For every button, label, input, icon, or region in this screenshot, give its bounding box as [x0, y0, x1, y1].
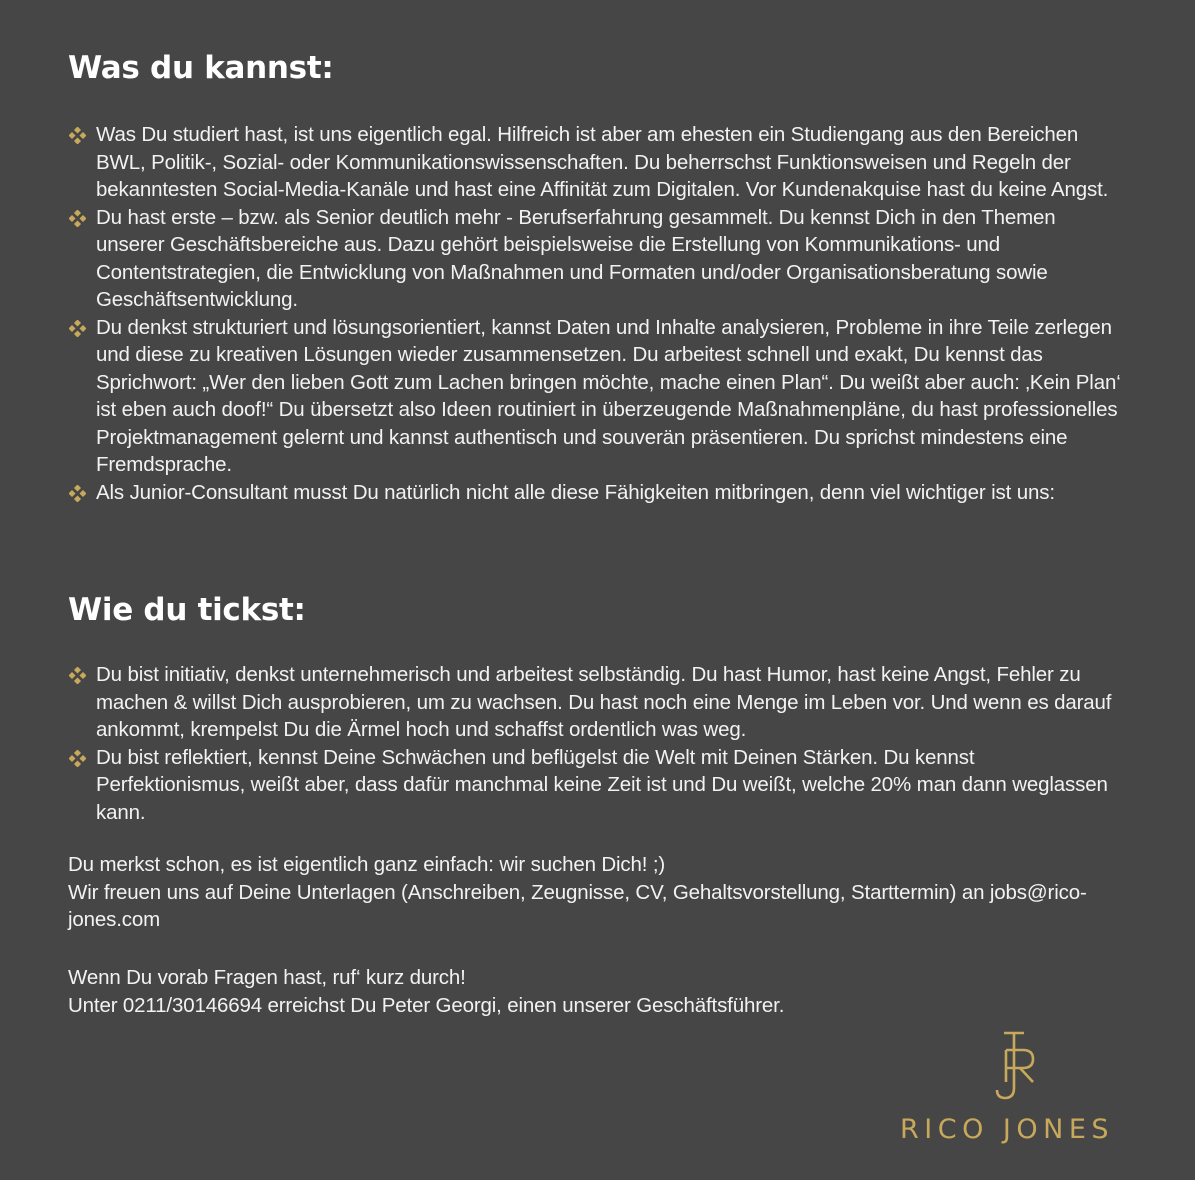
list-item-text: Du denkst strukturiert und lösungsorientiert, kannst Daten und Inhalte analysieren, Probleme in ihre Teile zerlegen und diese zu kreativen Lösungen wieder zusammensetzen. Du arbeitest schnell und exakt, Du kennst das Sprichwort: „Wer den lieben Gott zum Lachen bringen möchte, mache einen Plan“. Du weißt aber auch: ‚Kein Plan‘ ist eben auch doof!“ Du übersetzt also Ideen routiniert in überzeugende Maßnahmenpläne, du hast professionelles Projektmanagement gelernt und kannst authentisch und souverän präsentieren. Du sprichst mindestens eine Fremdsprache. [96, 315, 1121, 476]
list-item [68, 314, 1128, 479]
application-line: Wir freuen uns auf Deine Unterlagen (Anschreiben, Zeugnisse, CV, Gehaltsvorstellung, Starttermin) an jobs@rico-jones.com [68, 880, 1087, 931]
section-title-skills: Was du kannst: [68, 50, 334, 86]
list-item [68, 661, 1128, 744]
closing-line: Du merkst schon, es ist eigentlich ganz einfach: wir suchen Dich! ;) [68, 853, 666, 876]
diamond-bullet-icon [69, 667, 86, 684]
company-logo [895, 1030, 1145, 1150]
list-item-text: Du bist reflektiert, kennst Deine Schwächen und beflügelst die Welt mit Deinen Stärken. Du kennst Perfektionismus, weißt aber, dass dafür manchmal keine Zeit ist und Du weißt, welche 20% man dann weglassen kann. [96, 745, 1108, 824]
list-item-text: Du hast erste – bzw. als Senior deutlich mehr - Berufserfahrung gesammelt. Du kennst Dich in den Themen unserer Geschäftsbereiche aus. Dazu gehört beispielsweise die Erstellung von Kommunikations- und Contentstrategien, die Entwicklung von Maßnahmen und Formaten und/oder Organisationsberatung sowie Geschäftsentwicklung. [96, 205, 1056, 311]
list-item-text: Was Du studiert hast, ist uns eigentlich egal. Hilfreich ist aber am ehesten ein Studiengang aus den Bereichen BWL, Politik-, Sozial- oder Kommunikationswissenschaften. Du beherrschst Funktionsweisen und Regeln der bekanntesten Social-Media-Kanäle und hast eine Affinität zum Digitalen. Vor Kundenakquise hast du keine Angst. [96, 123, 1109, 201]
contact-paragraph [68, 964, 1128, 1019]
diamond-bullet-icon [69, 320, 86, 337]
list-item [68, 744, 1128, 827]
section-title-personality: Wie du tickst: [68, 592, 306, 628]
diamond-bullet-icon [69, 485, 86, 502]
personality-list [68, 661, 1128, 826]
list-item-text: Du bist initiativ, denkst unternehmerisch und arbeitest selbständig. Du hast Humor, hast keine Angst, Fehler zu machen & willst Dich ausprobieren, um zu wachsen. Du hast noch eine Menge im Leben vor. Und wenn es darauf ankommt, krempelst Du die Ärmel hoch und schaffst ordentlich was weg. [96, 663, 1112, 741]
rj-monogram-icon [990, 1030, 1040, 1102]
closing-paragraph [68, 851, 1128, 934]
diamond-bullet-icon [69, 127, 86, 144]
list-item [68, 204, 1128, 314]
list-item [68, 121, 1128, 204]
contact-intro: Wenn Du vorab Fragen hast, ruf‘ kurz durch! [68, 966, 466, 989]
contact-phone-line: Unter 0211/30146694 erreichst Du Peter Georgi, einen unserer Geschäftsführer. [68, 993, 785, 1017]
diamond-bullet-icon [69, 750, 86, 767]
diamond-bullet-icon [69, 210, 86, 227]
skills-list [68, 121, 1128, 506]
list-item [68, 479, 1128, 507]
logo-wordmark: RICO JONES [900, 1114, 1115, 1145]
list-item-text: Als Junior-Consultant musst Du natürlich nicht alle diese Fähigkeiten mitbringen, denn viel wichtiger ist uns: [96, 480, 1055, 504]
